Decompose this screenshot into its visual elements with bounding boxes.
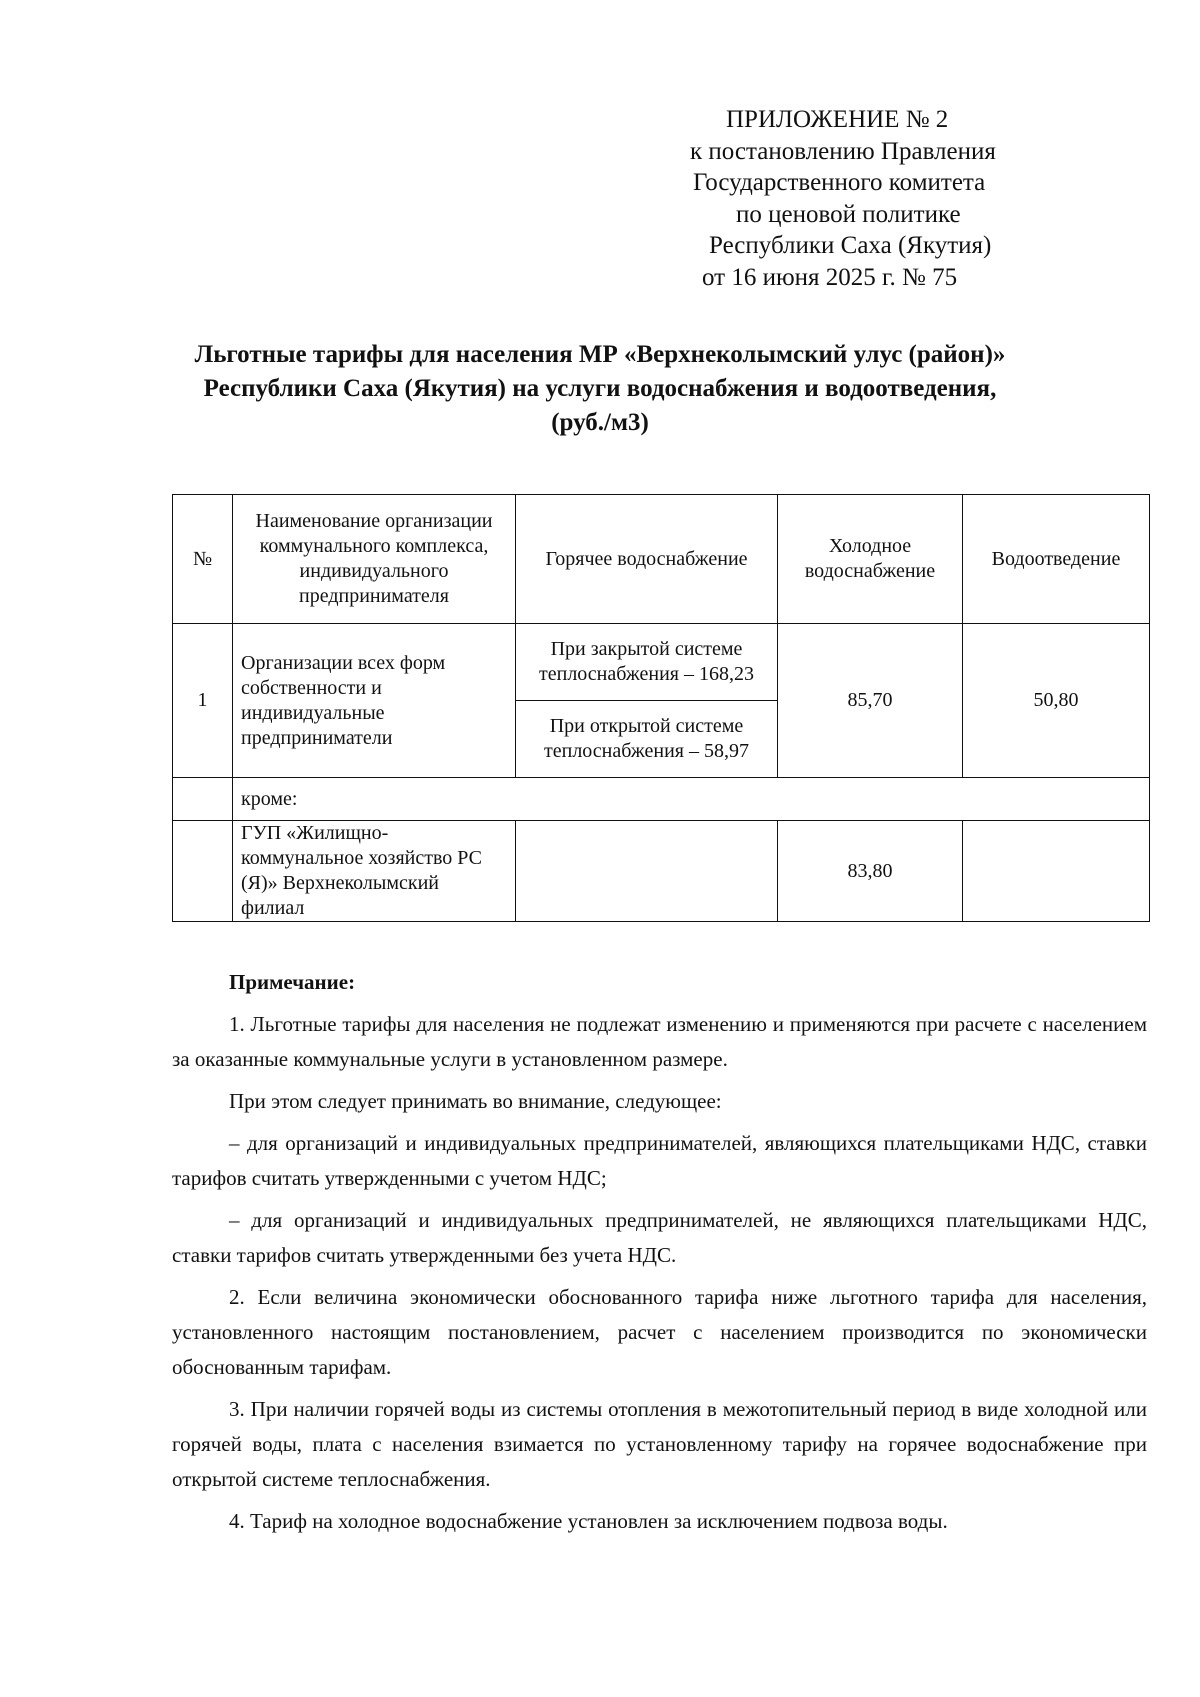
appendix-line-6: от 16 июня 2025 г. № 75 (702, 263, 958, 291)
title-line-1: Льготные тарифы для населения МР «Верхнеколымский улус (район)» (194, 341, 1006, 368)
except-label: кроме: (233, 778, 1150, 821)
except-number-cell (173, 778, 233, 821)
table-row (173, 778, 1150, 821)
title-line-2: Республики Саха (Якутия) на услуги водоснабжения и водоотведения, (203, 375, 997, 402)
notes-title: Примечание: (229, 970, 356, 994)
row1-organization: Организации всех форм собственности и индивидуальные предприниматели (233, 624, 516, 778)
row2-cold-water: 83,80 (778, 821, 963, 922)
notes-section (172, 965, 1147, 1546)
row2-sewerage (963, 821, 1150, 922)
note-paragraph-1: 1. Льготные тарифы для населения не подлежат изменению и применяются при расчете с населением за оказанные коммунальные услуги в установленном размере. (172, 1012, 1147, 1071)
header-number: № (173, 495, 233, 624)
appendix-line-1: ПРИЛОЖЕНИЕ № 2 (726, 106, 949, 133)
tariffs-table (172, 494, 1150, 922)
document-title (120, 338, 1080, 440)
appendix-line-5: Республики Саха (Якутия) (709, 232, 992, 259)
note-paragraph-2: При этом следует принимать во внимание, следующее: (229, 1089, 722, 1113)
appendix-line-4: по ценовой политике (736, 200, 961, 228)
appendix-line-3: Государственного комитета (693, 169, 986, 196)
appendix-line-2: к постановлению Правления (690, 137, 996, 165)
table-row (173, 821, 1150, 922)
note-paragraph-3: – для организаций и индивидуальных предпринимателей, являющихся плательщиками НДС, ставки тарифов считать утвержденными с учетом НДС; (172, 1131, 1147, 1190)
row1-number: 1 (173, 624, 233, 778)
title-line-3: (руб./м3) (551, 409, 649, 436)
table-header-row (173, 495, 1150, 624)
header-sewerage: Водоотведение (963, 495, 1150, 624)
appendix-block (690, 104, 1090, 293)
header-organization: Наименование организации коммунального комплекса, индивидуального предпринимателя (233, 495, 516, 624)
row1-hot-open: При открытой системе теплоснабжения – 58,97 (516, 701, 778, 778)
header-cold-water: Холодное водоснабжение (778, 495, 963, 624)
header-hot-water: Горячее водоснабжение (516, 495, 778, 624)
row1-hot-closed: При закрытой системе теплоснабжения – 168,23 (516, 624, 778, 701)
row1-sewerage: 50,80 (963, 624, 1150, 778)
row2-organization: ГУП «Жилищно-коммунальное хозяйство РС (Я)» Верхнеколымский филиал (233, 821, 516, 922)
row2-hot-water (516, 821, 778, 922)
row2-number (173, 821, 233, 922)
note-paragraph-4: – для организаций и индивидуальных предпринимателей, не являющихся плательщиками НДС, ставки тарифов считать утвержденными без учета НДС. (172, 1208, 1147, 1267)
note-paragraph-5: 2. Если величина экономически обоснованного тарифа ниже льготного тарифа для населения, установленного настоящим постановлением, расчет с населением производится по экономически обоснованным тарифам. (172, 1285, 1147, 1379)
row1-cold-water: 85,70 (778, 624, 963, 778)
note-paragraph-7: 4. Тариф на холодное водоснабжение установлен за исключением подвоза воды. (229, 1509, 948, 1533)
table-row (173, 624, 1150, 701)
note-paragraph-6: 3. При наличии горячей воды из системы отопления в межотопительный период в виде холодной или горячей воды, плата с населения взимается по установленному тарифу на горячее водоснабжение при открытой системе теплоснабжения. (172, 1397, 1147, 1491)
